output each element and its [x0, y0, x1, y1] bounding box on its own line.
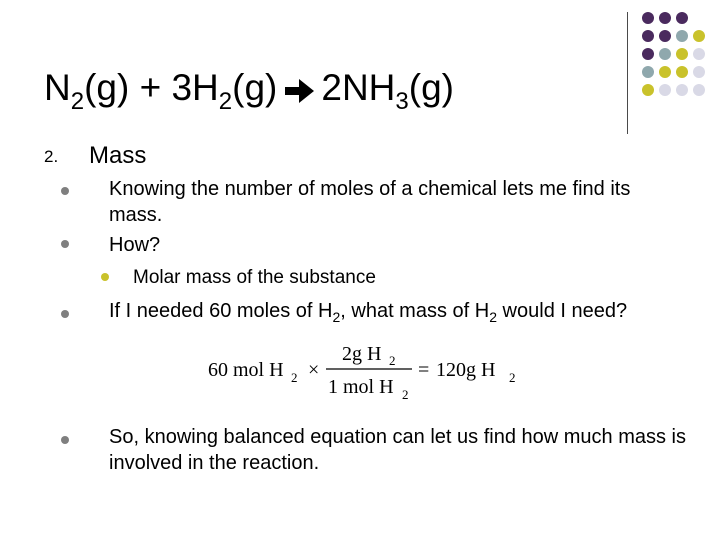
bullet-marker — [61, 187, 69, 195]
decorative-dot — [676, 30, 688, 42]
decorative-dot — [693, 48, 705, 60]
title-part1: (g) + 3H — [84, 67, 219, 108]
conversion-equation — [200, 338, 530, 404]
slide-title — [44, 66, 454, 114]
equation-left-subscript: 2 — [291, 370, 298, 385]
section-number: 2. — [44, 147, 59, 166]
equation-numerator: 2g H — [342, 343, 382, 365]
title-n: N — [44, 67, 71, 108]
decorative-dot — [642, 12, 654, 24]
divider-line — [627, 12, 628, 134]
decorative-dot — [642, 66, 654, 78]
sub-bullet-text-molar-mass: Molar mass of the substance — [133, 267, 376, 288]
decorative-dot — [693, 30, 705, 42]
sub-bullet-marker — [101, 273, 109, 281]
equation-denominator: 1 mol H — [328, 376, 394, 398]
decorative-dot — [659, 66, 671, 78]
decorative-dot — [659, 48, 671, 60]
decorative-dot — [642, 30, 654, 42]
bullet-text-how: How? — [109, 234, 161, 256]
question-part3: would I need? — [497, 300, 628, 322]
title-part2: (g) — [232, 67, 278, 108]
title-nh-subscript: 3 — [395, 88, 409, 115]
title-part3: 2NH — [321, 67, 396, 108]
equation-equals: = — [418, 359, 430, 381]
bullet-text-question — [109, 298, 627, 324]
bullet-text-knowing: Knowing the number of moles of a chemical lets me find its mass. — [109, 178, 631, 226]
bullet-marker — [61, 436, 69, 444]
question-part2: , what mass of H — [340, 300, 490, 322]
decorative-dot — [676, 12, 688, 24]
decorative-dot — [676, 48, 688, 60]
equation-result-subscript: 2 — [509, 370, 516, 385]
question-part1: If I needed 60 moles of H — [109, 300, 333, 322]
decorative-dot — [642, 84, 654, 96]
equation-numerator-subscript: 2 — [389, 353, 396, 368]
bullet-marker — [61, 310, 69, 318]
question-subscript2: 2 — [489, 309, 497, 325]
title-n-subscript: 2 — [70, 88, 85, 115]
right-arrow-icon — [285, 70, 315, 114]
decorative-dot — [642, 48, 654, 60]
decorative-dot — [676, 84, 688, 96]
equation-times: × — [308, 359, 320, 381]
section-heading: Mass — [89, 142, 147, 169]
equation-denominator-subscript: 2 — [402, 387, 409, 402]
equation-result: 120g H — [436, 359, 496, 381]
decorative-dot — [659, 30, 671, 42]
title-part4: (g) — [408, 67, 454, 108]
bullet-marker — [61, 240, 69, 248]
equation-left: 60 mol H — [208, 359, 284, 381]
decorative-dot — [659, 84, 671, 96]
question-subscript1: 2 — [332, 309, 341, 325]
decorative-dot — [693, 84, 705, 96]
decorative-dot — [659, 12, 671, 24]
decorative-dot — [693, 66, 705, 78]
bullet-text-conclusion: So, knowing balanced equation can let us find how much mass is involved in the reaction. — [109, 426, 687, 474]
decorative-dot — [676, 66, 688, 78]
title-h-subscript: 2 — [218, 88, 233, 115]
